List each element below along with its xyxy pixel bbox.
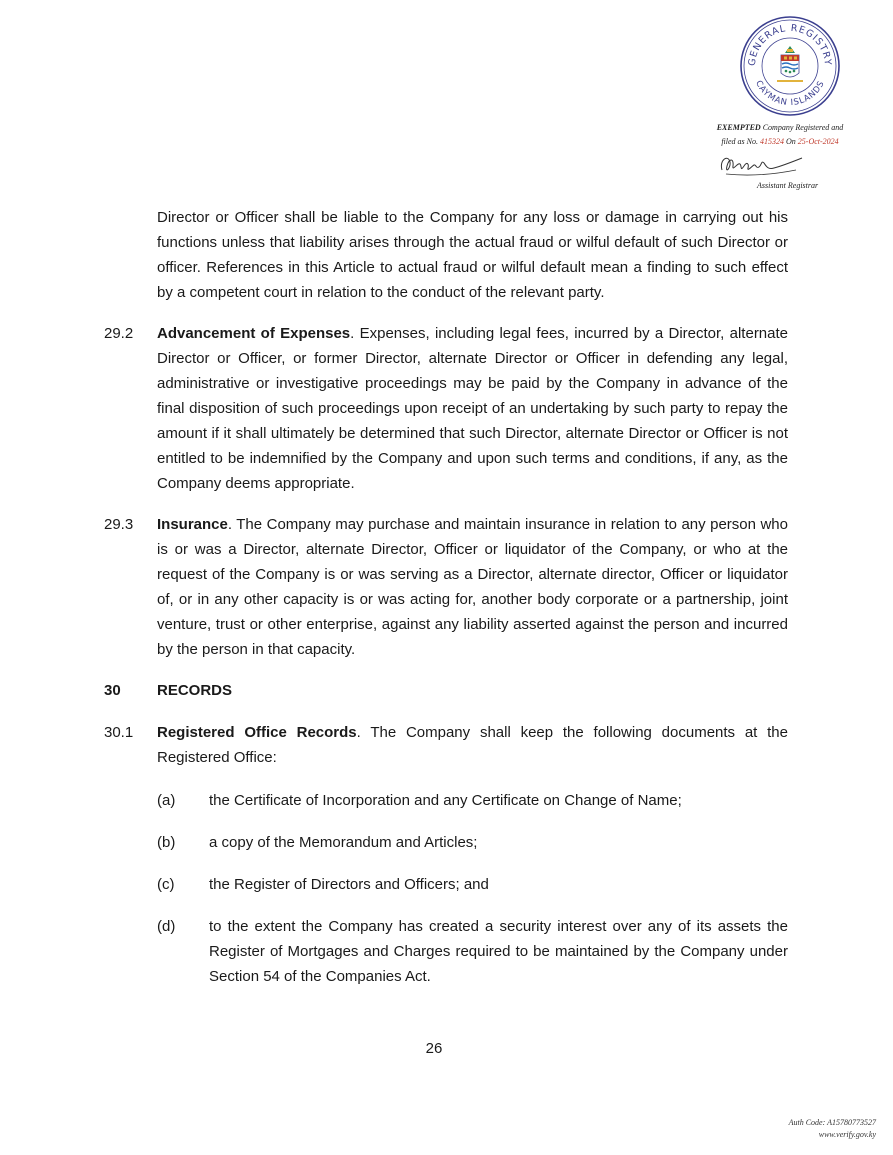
section-number-30-1: 30.1 <box>104 724 134 741</box>
section-30-1 <box>157 720 788 770</box>
continuation-paragraph: Director or Officer shall be liable to the Company for any loss or damage in carrying out his functions unless that liability arises through the actual fraud or wilful default of such Director or officer. References in this Article to actual fraud or wilful default mean a finding to such effect by a competent court in relation to the conduct of the relevant party. <box>157 209 788 301</box>
stamp-filed-as: filed as No. <box>721 137 760 146</box>
section-number-29-2: 29.2 <box>104 325 134 342</box>
section-30-1-text: . The Company shall keep the following documents at the Registered Office: <box>157 724 788 766</box>
list-item-label-a: (a) <box>157 792 176 809</box>
page-number: 26 <box>425 1040 443 1057</box>
stamp-line1-rest: Company Registered and <box>760 123 844 132</box>
list-item-label-b: (b) <box>157 834 176 851</box>
registry-seal <box>739 15 841 117</box>
stamp-on: On <box>784 137 798 146</box>
seal-bottom-text: CAYMAN ISLANDS <box>753 79 827 109</box>
list-item-label-c: (c) <box>157 876 175 893</box>
stamp-exempted: EXEMPTED <box>716 123 761 132</box>
filing-date: 25-Oct-2024 <box>797 137 839 146</box>
list-item-text-a: the Certificate of Incorporation and any Certificate on Change of Name; <box>209 792 682 809</box>
section-29-2 <box>157 321 788 496</box>
registrar-signature <box>716 150 806 182</box>
seal-top-text: GENERAL REGISTRY <box>746 22 834 67</box>
stamp-line-2 <box>700 136 860 148</box>
section-30-1-title: Registered Office Records <box>157 724 357 741</box>
assistant-registrar: Assistant Registrar <box>757 181 819 190</box>
verify-website: www.verify.gov.ky <box>818 1130 876 1139</box>
list-item-text-d: to the extent the Company has created a security interest over any of its assets the Register of Mortgages and Charges required to be maintained by the Company under Section 54 of the Companies Act. <box>209 918 788 985</box>
coat-of-arms-icon <box>777 46 803 81</box>
section-number-29-3: 29.3 <box>104 516 134 533</box>
section-29-2-title: Advancement of Expenses <box>157 325 351 342</box>
stamp-line-1 <box>700 122 860 134</box>
section-29-2-text: . Expenses, including legal fees, incurred by a Director, alternate Director or Officer, or former Director, alternate Director or Officer in defending any legal, administrative or investigative proceedings may be paid by the Company in advance of the final disposition of such proceedings upon receipt of an undertaking by such party to repay the amount if it shall ultimately be determined that such Director, alternate Director or Officer is not entitled to be indemnified by the Company and upon such terms and conditions, if any, as the Company deems appropriate. <box>157 325 789 492</box>
registration-number: 415324 <box>760 137 784 146</box>
list-item-text-c: the Register of Directors and Officers; and <box>209 876 489 893</box>
section-number-30: 30 <box>104 682 121 699</box>
section-29-3-title: Insurance <box>157 516 228 533</box>
section-29-3-text: . The Company may purchase and maintain insurance in relation to any person who is or was a Director, alternate Director, Officer or liquidator of the Company, or who at the request of the Company is or was serving as a Director, alternate director, Officer or liquidator of, or in any other capacity is or was acting for, another body corporate or a partnership, joint venture, trust or other enterprise, against any liability asserted against the person and incurred by the person in that capacity. <box>157 516 788 658</box>
section-30-title: RECORDS <box>157 682 233 699</box>
list-item-label-d: (d) <box>157 918 176 935</box>
list-item-text-b: a copy of the Memorandum and Articles; <box>209 834 478 851</box>
section-29-3 <box>157 512 788 662</box>
auth-code: Auth Code: A15780773527 <box>788 1118 876 1127</box>
